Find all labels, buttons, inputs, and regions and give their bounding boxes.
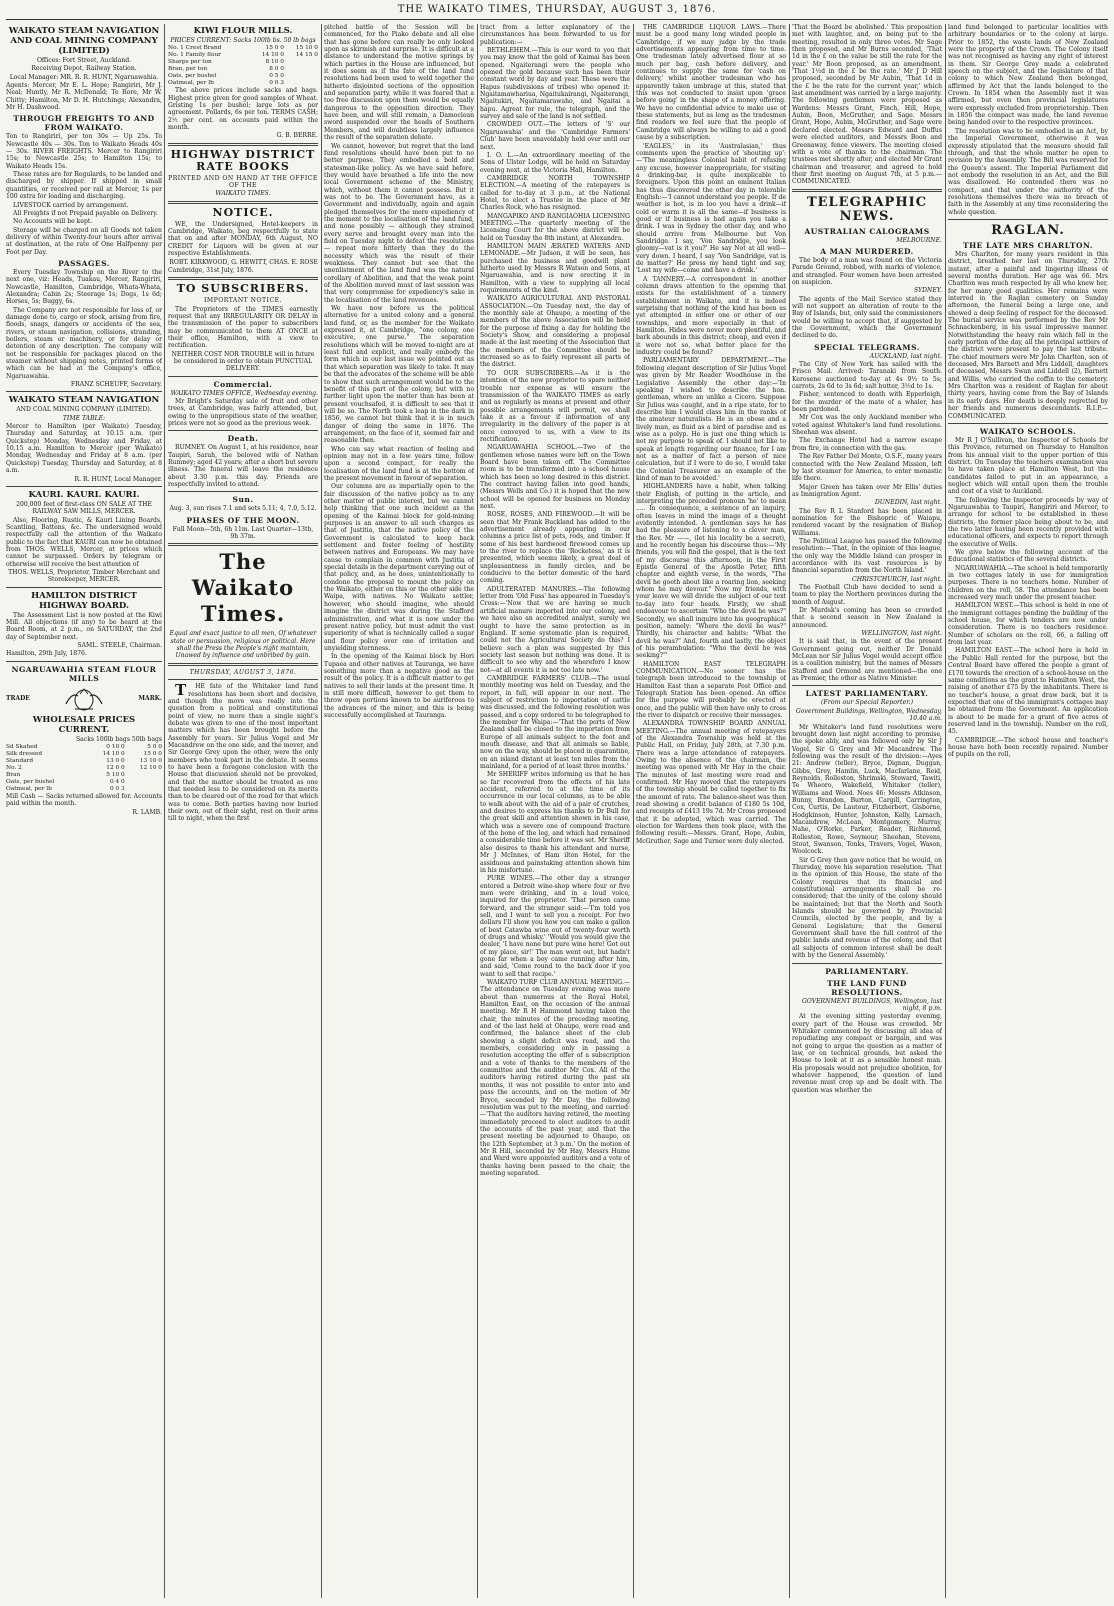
dateline: WELLINGTON, last night.: [861, 630, 942, 638]
price-row: [168, 80, 318, 87]
price-row: [168, 59, 318, 66]
steam-nav-agents: Agents: Mercer, Mr E. L. Hope; Rangiriri, Mr J. Neal; Huntly, Mr R. McDonald; Te Rore, Mr W. Chitty; Hamilton, Mr D. H. Hutchings; Alexandra, Mr H. Dashwood.: [6, 82, 162, 112]
murder-heading: A MAN MURDERED.: [820, 246, 914, 256]
telegram-text: The Rev R L Stanford has been placed in nomination for the Bishopric of Waiapu, rendered vacant by the resignation of Bishop Williams.: [792, 507, 942, 537]
hdh-signature: SAML. STEELE, Chairman.: [77, 642, 162, 649]
schools-text: HAMILTON WEST.—This school is held in one of the immigrant cottages pending the building of the school house, for which tenders are now under consideration. There is no teachers residence. Number of scholars on the roll, 66, a falling off from last year.: [948, 602, 1108, 647]
divider: [168, 543, 318, 546]
price-value: 15 0 0: [265, 45, 284, 52]
price-value: 12 0 0: [106, 765, 125, 772]
column-5: [636, 24, 786, 1598]
subscribers-text: The Proprietors of the TIMES earnestly request that any IRREGULARITY OR DELAY in the transmission of the paper to subscribers may be communicated to them AT ONCE at their office, Hamilton, with a view to rectification.: [168, 305, 318, 350]
commercial-dateline: WAIKATO TIMES OFFICE, Wednesday evening.: [170, 389, 318, 397]
wholesale-columns: Sacks 100lb bags 50lb bags: [76, 735, 162, 743]
parliamentary-sub: (From our Special Reporter.): [820, 699, 914, 707]
price-value: 13 0 0: [106, 758, 125, 765]
price-value: [284, 66, 318, 73]
moon-heading: PHASES OF THE MOON.: [186, 515, 300, 525]
kauri-heading: KAURI. KAURI. KAURI.: [28, 489, 140, 500]
price-item: No. 1 Family flour: [168, 52, 221, 59]
crest-icon: [60, 686, 108, 712]
freight-heading: THROUGH FREIGHTS TO AND FROM WAIKATO.: [13, 114, 155, 133]
kiwi-mills-heading: KIWI FLOUR MILLS.: [193, 26, 293, 36]
news-item: NGARUAWAHIA SCHOOL.—Two of the gentlemen whose names were left on the Town Board have been taken off. The Committee room is to be transformed into a school house which has been so long desired in this district. The contract having fallen into good hands, (Messrs Wells and Co.) it is hoped that the new school will be opened for business on Monday next.: [480, 444, 630, 510]
editorial-text: THE fate of the Whitaker land fund resolutions has been short and decisive, and though the move was really into the question from a political and constitutional point of view, no more than a single night's debate was given to one of the most important matters which has been brought before the Assembly for years. Sir Julius Vogel and Mr Macandrew on the one side, and the mover, and Sir George Grey upon the other, were the only members who took part in the debate. It seems to have been a foregone conclusion with the House that discussion should not be provoked, and that the matter should be treated as one that needed less to be considered on its merits than to be cleared out of the road for that which was to come. Both parties having now buried their own, out of their sight, rest on their arms till to night, when the first: [168, 681, 318, 823]
price-item: Oatmeal, per lb: [6, 786, 52, 793]
newspaper-flag: The Waikato Times.: [191, 549, 295, 627]
news-item: TO OUR SUBSCRIBERS.—As it is the intention of the new proprietor to spare neither trouble nor expense as will ensure the transmission of the WAIKATO TIMES as early and as regularly as means at present and other possible arrangements will permit, we shall take it as a favour if information of any irregularity in the delivery of the paper is at once conveyed to us, with a view to its rectification.: [480, 369, 630, 443]
notice-heading: NOTICE.: [212, 205, 274, 219]
editorial-text: Who can say what reaction of feeling and opinion may not in a few years time, follow upon a second compact, for really the localisation of the land fund is at the bottom of the present movement in favour of separation.: [324, 445, 474, 482]
hdh-heading: HAMILTON DISTRICT HIGHWAY BOARD.: [31, 590, 137, 611]
price-item: Oatmeal, per lb: [168, 80, 214, 87]
murder-text: The body of a man was found on the Victoria Parade Ground, robbed, with marks of violence, and strangled. Four women have been arrested on suspicion.: [792, 256, 942, 286]
schools-text: Mr R J O'Sullivan, the Inspector of Schools for this Province, returned on Thursday to Hamilton from his annual visit to the upper portion of this district. On Tuesday the teachers examination was to have taken place at Hamilton West, but the candidates failed to put in an appearance, a neglect which will entail upon them the trouble and cost of a visit to Auckland.: [948, 436, 1108, 496]
divider: [168, 491, 318, 492]
news-item: MANGAPIKO AND RANGIAOHIA LICENSING MEETING.—The quarterly meeting of the Licensing Court for the above district will be held on Tuesday the 8th instant, at Alexandra.: [480, 212, 630, 242]
sun-heading: Sun.: [232, 495, 254, 505]
schools-text: HAMILTON EAST.—The school here is held in the Public Hall rented for the purpose, but the Central Board have offered the people a grant of £170 towards the erection of a school-house on the same conditions as the grant to Hamilton West, the raising of another £75 by the inhabitants. There is no teacher's house, a great draw back, but it is expected that one of the immigrant's cottages may be obtained from the Government. An application is about to be made for a grant of five acres of reserved land in the township. Number on the roll, 45.: [948, 647, 1108, 736]
trademark-mark-label: MARK.: [138, 695, 162, 703]
timetable-signature: R. R. HUNT, Local Manager.: [74, 475, 162, 483]
special-telegrams-heading: SPECIAL TELEGRAMS.: [814, 342, 920, 352]
telegram-text: The Political League has passed the following resolution:—'That, in the opinion of this league, the only way the Middle Island can prosper in accordance with its vast resources is by financial separation from the North Island.': [792, 537, 942, 575]
price-row: [6, 772, 162, 779]
price-value: 8 10 0: [265, 59, 284, 66]
price-value: 15 0 0: [143, 751, 162, 758]
price-item: Bran, per ton: [168, 66, 208, 73]
price-value: [125, 786, 162, 793]
kiwi-signature: G. B. BERRE.: [276, 132, 318, 140]
editorial-text: Our columns are as impartially open to the fair discussion of the native policy as to any other matter of public interest, but we cannot help thinking that one such incident as the opening of the Kaimai block for gold-mining purposes is an answer to all such charges as that of Justitia, that the native policy of the Government is calculated to keep back settlement and foster feeling of hostility between natives and Europeans. We may have cause to complain in common with Justitia of special details in the department carrying out of that policy, and, as he does, unintentionally to condone the proposal to mount the policy on the Waikato, either on this or the other side the Waipa, with natives. No Waikato settler, however, who should imagine, who should imagine the district was during the Stafford administration, and what it is now under the present native policy, but must admit the vast superiority of what is technically called a sugar and flour policy over one of irritation and unyielding sternness.: [324, 483, 474, 652]
commercial-text: Mr Bright's Saturday sale of fruit and other trees, at Cambridge, was fairly attended, but, owing to the unpropitious state of the weather, prices were not so good as the previous week.: [168, 397, 318, 427]
telegram-text: The Rev Father Del Monte, O.S.F., many years connected with the New Zealand Mission, left by last steamer for America, to enter monastic life there.: [792, 453, 942, 483]
news-item: HAMILTON MAIN ÆRATED WATERS AND LEMONADE.—Mr Judson, it will be seen, has purchased the business and goodwill plant hitherto used by Messrs R Watson and Sons, at Ngaruawahia, and is now erecting it in Hamilton, with a view to supplying all local requirements of the kind.: [480, 242, 630, 295]
news-item: PARLIAMENTARY DEPARTMENT.—The following elegant description of Sir Julius Vogel was given by Mr Reader Woodhouse in the Legislative Assembly the other day:—'In speaking I wished to describe the hon. gentleman, where an unlike a Cicero. Suppose Sir Julius was caught, and in a ripe state, for to describe him I would class him in the ranks of the amateur naturalists. He is an obese and a lively man, as fluid as a bird of paradise and as wise as a polyp. He is just one thing which is not my purpose to speak of. I should not like to speak at length regarding our finance, for I am not as a matter of fact a person of nice calculation, but if I were to do so, I would take the Colonial Treasurer as an example of the kind of man to be avoided.': [636, 357, 786, 482]
price-value: 14 10 0: [102, 751, 125, 758]
highway-paper: WAIKATO TIMES.: [215, 190, 271, 198]
steam-nav-manager: Local Manager: MR. R. R. HUNT, Ngaruawahia.: [9, 73, 159, 81]
freight-text: Ton to Rangiriri, per ton 30s — Up 25s. To Newcastle 40s — 30s. Ton to Waikato Heads 40s — 30s. RIVER FREIGHTS. Mercer to Rangiriri 15s; to Newcastle 25s; to Hamilton 15s; to Waikato Heads 15s.: [6, 133, 162, 170]
land-fund-text: land fund belonged to particular localities with arbitrary boundaries or to the colony at large. Prior to 1852, the waste lands of New Zealand were the property of the Crown. The Colony itself was not recognised as having any right of interest in them. Sir George Grey made a celebrated speech on the subject, and the legislature of that colony to which New Zealand then belonged, affirmed by Act that the lands belonged to the Crown. In 1854 when the Assembly met it was affirmed, but even then provincial legislatures were expressly excluded from proprietorship. Then in 1856 the compact was made, the land revenue being handed over to the respective provinces.: [948, 24, 1108, 127]
price-value: 0 0 3: [109, 786, 125, 793]
steam-nav-office: Offices: Fort Street, Auckland.: [36, 57, 132, 64]
highway-heading: HIGHWAY DISTRICT RATE BOOKS: [170, 147, 316, 173]
divider: [6, 587, 162, 588]
price-item: No. 2: [6, 765, 22, 772]
meeting-report-text: 'That the Board be abolished.' This proposition met with laughter, and, on being put to the meeting, resulted in only three votes. Mr Sage then proposed, and Mr Burns seconded, 'That 1d in the £ on the value be still the rate for the year.' Mr Boon proposed, as an amendment, 'That 1½d in the £ be the rate.' Mr J D Hill proposed, seconded by Mr Aubin, 'That 1d in the £ be the rate for the current year,' which last amendment was carried by a large majority. The following gentlemen were proposed as Wardens: Messrs Grant, Finch, Hill, Hope, Aubin, Boon, McGruther, and Sage. Messrs Grant, Hope, Aubin, McGruther, and Sage were declared elected. Messrs Edward and Duffus were elected auditors, and Messrs Boon and Greenaway, fence viewers. The meeting closed with a vote of thanks to the chairman. The trustees met shortly after, and elected Mr Grant chairman and treasurer, and agreed to hold their first meeting on August 7th, at 5 p.m.—COMMUNICATED.: [792, 24, 942, 186]
divider: [792, 189, 942, 192]
divider: [948, 219, 1108, 220]
trademark-trade-label: TRADE: [6, 695, 30, 703]
raglan-text: Mrs Charlton, for many years resident in this district, breathed her last on Thursday, 27th instant, after a painful and lingering illness of several months duration. Her age was 66. Mrs Charlton was much respected by all who knew her, for her many good qualities. Her remains were interred in the Raglan cemetery on Sunday afternoon, the funeral being a large one, and showed a deep feeling of respect for the deceased. The burial service was performed by the Rev Mr Schnackenberg, in his usual impressive manner. Notwithstanding the heavy rain which fell in the early portion of the day, all the principal settlers of the district were present to pay the last tribute. The chief mourners were Mr John Charlton, son of deceased, Mrs Barnett and Mrs Liddell, daughters of deceased, Messrs Swan and Liddell (2), Barnett and Willis, who carried the coffin to the cemetery. Mrs Charlton was a resident of Raglan for about thirty years, having come from the Bay of Islands in its early days. Her death is deeply regretted by her friends and numerous descendants. R.I.P.—COMMUNICATED.: [948, 250, 1108, 420]
issue-date: THURSDAY, AUGUST 3, 1876.: [189, 668, 297, 676]
subscribers-sub: IMPORTANT NOTICE.: [203, 297, 283, 305]
price-row: [168, 52, 318, 59]
telegram-text: Dr Murdsk's coming has been so crowded that a second season in New Zealand is announced.: [792, 607, 942, 629]
price-row: [168, 45, 318, 52]
news-item: CAMBRIDGE FARMERS' CLUB.—The usual monthly meeting was held on Tuesday, and the report, in full, will appear in our next. The subject of restriction to importation of cattle was discussed, and the following resolution was passed, and a copy ordered to be telegraphed to the member for Waipa:—'That the ports of New Zealand shall be closed to the importation from Europe of all animals subject to the foot and mouth disease, and that all animals so liable, now on the way, should be placed in quarantine, on an island distant at least ten miles from the mainland, for a period of at least three months.': [480, 674, 630, 771]
divider: [168, 430, 318, 431]
divider: [792, 963, 942, 964]
editorial-text: pitched battle of the Session will be commenced, for the Piako debate and all else that has gone before can really be only looked upon as skirmish and surprise. It is difficult at a distance to understand the motive springs by which parties in the House are influenced, but it does seem as if the fate of the land fund resolutions had been used to weld together the hitherto disjointed sections of the opposition and separation party, while it was feared that a too free discussion upon them would be equally dangerous to the opposition direction. They have been, and will still remain, a Damoclean sword suspended over the heads of Southern Members, and will doubtless largely influence the result of the separation debate.: [324, 24, 474, 142]
steam-nav-ad-title: WAIKATO STEAM NAVIGATION AND COAL MINING COMPANY (LIMITED): [8, 26, 160, 56]
subscribers-footer: NEITHER COST NOR TROUBLE will in future be considered in order to obtain PUNCTUAL DELIVERY.: [171, 350, 315, 373]
price-value: 0 5 0: [269, 73, 284, 80]
column-6: [792, 24, 942, 1598]
steam-nav-depot: Receiving Depot, Railway Station.: [31, 65, 137, 73]
prepay-text: All Freights if not Prepaid payable on Delivery.: [13, 209, 158, 217]
news-item: CAMBRIDGE NORTH TOWNSHIP ELECTION.—A meeting of the ratepayers is called for to-day at 3 p.m., at the National Hotel, to elect a Trustee in the place of Mr Charles Rock, who has resigned.: [480, 174, 630, 212]
price-row: [6, 758, 162, 765]
notice-text: WE, the Undersigned, Hotel-keepers in Cambridge, Waikato, beg respectfully to state that on and after MONDAY, 6th August, NO CREDIT for Liquors will be given at our respective Establishments.: [168, 220, 318, 258]
news-item: A TANNERY.—A correspondent in another column draws attention to the opening that exists for the establishment of a tannery establishment in Waikato, and it is indeed surprising that nothing of the kind has been as yet attempted in either one or other of our townships, and more especially in that of Hamilton. Hides were never more plentiful, and bark abounds in this district; cheap, and even if it were not so, what better place for the industry could be found?: [636, 275, 786, 357]
column-rule: [789, 24, 790, 1598]
price-value: [284, 73, 318, 80]
telegram-text: Mr Cox was the only Auckland member who voted against Whitaker's land fund resolutions. Sheehan was absent.: [792, 414, 942, 437]
news-item: I. O. L.—An extraordinary meeting of the Sons of Ulster Lodge, will be held on Saturday evening next, at the Victoria Hall, Hamilton.: [480, 151, 630, 174]
australian-heading: AUSTRALIAN CALOGRAMS: [804, 226, 930, 236]
wholesale-signature: R. LAMB.: [132, 808, 162, 816]
parliamentary-text: Sir G Grey then gave notice that he would, on Thursday, move his separation resolution. 'That in the opinion of this House, the state of the Colony requires that its financial and constitutional arrangements shall be re-considered; that the unity of the colony should be maintained; but that the North and South Islands should be governed by Provincial Councils, elected by the people, and by a General Legislature; that the General Government shall have the full control of the public lands and revenue of the colony, and that all subjects of common interest shall be dealt with by the General Assembly.': [792, 856, 942, 960]
wholesale-footer: Mill Cash — Sacks returned allowed for. Accounts paid within the month.: [6, 793, 162, 808]
editorial-letter: BETHLEHEM.—This is our word to you that you may know that the gold of Kaimai has been opened. Ngaiterangi were the people who opened the gold because such has been their constant word by day and year. These were the Hapus (subdivisions of tribes) who opened it: Ngaitamawhariua, Ngaitukairangi, Ngaiterangi, Ngaitukiri, Ngaitamarawaho, and Ngaitai a hapu. Agreat for rule, the telegraph, and the survey and sale of the land is not settled.: [480, 47, 630, 121]
divider: [6, 391, 162, 392]
divider: [168, 143, 318, 146]
death-text: RUMNEY. On August 1, at his residence, near Taupiri, Sarah, the beloved wife of Nathan Rumney; aged 42 years; after a short but severe illness. The funeral will leave the residence about 3.30 p.m. this day. Friends are respectfully invited to attend.: [168, 444, 318, 489]
sun-text: Aug. 3, sun rises 7.1 and sets 5.11; 4, 7.0, 5.12.: [169, 505, 317, 513]
price-value: 14 15 0: [295, 52, 318, 59]
telegram-text: Fisher, sentenced to death with Epperleigh, for the murder of the mate of a whaler, has been pardoned.: [792, 391, 942, 414]
divider: [6, 661, 162, 662]
dateline: CHRISTCHURCH, last night.: [852, 575, 942, 583]
telegram-text: It is said that, in the event of the present Government going out, neither Dr Donald McLean nor Sir Julius Vogel would accept office in a coalition ministry, but the names of Messrs Stafford and Ormond are mentioned—the one as Premier, the other as Native Minister.: [792, 638, 942, 683]
news-item: HIGHLANDERS have a habit, when talking their English, of putting in the article, and interpreting the preceded pronoun 'he' to mean ..... In consequence, a sentence of an inquiry, often leaves in mind the image of a thought evidently intended. A gentleman says he has had the pleasure of listening to a clever man, the Rev. Mr ——, (let his locality be a secret), and he recently began his discourse thus:—'My friends, you will find the gospel, that is the text of my discourse this afternoon, in the First Epistle General of the Apostle Peter, fifth chapter and eighth verse, in the words, "The devil he goeth about like a roaring lion, seeking whom he may devour." Now my friends, with your leave we will divide the subject of our text to-day into four heads. Firstly, we shall endeavour to ascertain "Who the devil he was?" Secondly, we shall inquire into his geographical position, namely: "Where the devil he was?" Thirdly, his character and habits: "What the devil he was?" And, fourth and lastly, the object of his perambulation: "Who the devil he was seeking?"': [636, 483, 786, 660]
news-item: PURE WINES.—The other day a stranger entered a Detroit wine-shop where four or five men were drinking, and in a loud voice, inquired for the proprietor. 'That person came forward, and the stranger said:—'I'm told you sell, and I want to sell you a receipt. For two dollars I'll show you how you can make a gallon of best Catawba wine out of twenty-four worth of drugs and whisky.' 'Would you would give the dealer, 'I have none but pure wine here! Got out of my place, sir!' The man went out, but hadn't gone far when a boy came running after him, and said, 'Come round to the back door if you want to sell that recipe.': [480, 875, 630, 978]
land-fund-text: At the evening sitting yesterday evening, every part of the House was crowded. Mr Whitaker commenced by discussing all idea of repudiating any compact or bargain, and was not going to argue the question as a matter of law, or on technical grounds, but asked the House to look at it as a sensible honest man. His proposals would not prejudice abolition, for whatever happened, the question of land revenue must crop up and be dealt with. The question was whether the: [792, 1013, 942, 1094]
dateline: GOVERNMENT BUILDINGS, Wellington, last night, 8 p.m.: [801, 997, 942, 1012]
schools-text: CAMBRIDGE.—The school house and teacher's house have both been recently repaired. Number of pupils on the roll,: [948, 736, 1108, 759]
divider: [792, 685, 942, 686]
notice-signatures: ROBT. KIRKWOOD, G. HEWITT, CHAS. E. ROSE: [169, 258, 318, 266]
storage-text: Storage will be charged on all Goods not taken delivery of within Twenty-four hours after arrival at destination, at the rate of One Halfpenny per Foot per Day.: [6, 226, 162, 256]
moon-text: Full Moon—5th, 6h 11m. Last Quarter—13th, 9h 37m.: [172, 525, 314, 541]
parliamentary-heading: PARLIAMENTARY.: [825, 966, 909, 976]
divider: [168, 679, 318, 680]
hdh-date: Hamilton, 29th July, 1876.: [6, 650, 87, 658]
price-value: [125, 779, 162, 786]
divider: [168, 201, 318, 204]
price-item: Oats, per bushel: [168, 73, 217, 80]
price-value: [284, 59, 318, 66]
notice-date: Cambridge, 31st July, 1876.: [168, 266, 254, 274]
death-heading: Death.: [227, 434, 259, 444]
price-value: 8 0 0: [269, 66, 284, 73]
newspaper-motto: Equal and exact justice to all men, Of whatever state or persuasion, religious or political. Here shall the Press the People's right maintain, Unawed by influence and unbribed by gain.: [169, 630, 317, 660]
divider: [168, 376, 318, 377]
raglan-sub: THE LATE MRS CHARLTON.: [962, 240, 1094, 250]
price-value: [284, 80, 318, 87]
dateline: DUNEDIN, last night.: [874, 499, 942, 507]
column-3: [324, 24, 474, 1598]
trademark-block: [6, 686, 162, 712]
dateline: AUCKLAND, last night.: [869, 352, 942, 360]
latest-parliamentary-heading: LATEST PARLIAMENTARY.: [805, 689, 929, 699]
highway-text: PRINTED AND ON HAND AT THE OFFICE OF THE: [168, 174, 318, 190]
price-row: [6, 786, 162, 793]
column-1: [6, 24, 162, 1598]
price-item: Silk dressed: [6, 751, 43, 758]
column-2: [168, 24, 318, 1598]
land-fund-text: The resolution was to be embodied in an Act, by the Imperial Government, otherwise it was expressly stipulated that the measure should fall through, and that the whole matter be open to revision by the Assembly. The Bill was reserved for the Queen's assent. The Imperial Parliament did not embody the resolution in an Act, and the Bill was disallowed. He contended there was no compact, and that under the authority of the resolutions themselves there was no breach of faith in the Assembly at any time reconsidering the whole question.: [948, 127, 1108, 216]
news-item: ROSE, ROSES, AND FIREWOOD.—It will be seen that Mr Frank Buckland has added to the advertisement already appearing in our columns a price list of pets, rods, and timber. If some of his best hardwood firewood comes up to the river to replace the 'Rocketess,' as it is presented, which seems likely, a great deal of unpleasantness in family circles, and be conducive to the better domestic of the hard coming.: [480, 511, 630, 585]
divider: [168, 277, 318, 280]
editorial-text: We cannot, however, but regret that the land fund resolutions should have been put to no better purpose. They embodied a bold and statesman-like policy. As we have said before, they would have breathed a life into the new local Government scheme of the Ministry, which, without them it cannot possess. But it was not to be. The Government have, as a Government and individually, again and again pledged themselves for the mere expediency of the moment to the localisation of the land fund, and none possibly — although they strained every nerve and brought every man into the field on Tuesday night to defeat the resolutions — repeat more bitterly than they do the necessity which was the result of their weakness. They cannot but see that the unenlistment of the land fund was the natural corollary of Abolition, and that the weak point of the Abolition moved must of last session was that very compromise for expediency's sake in the localisation of the land revenues.: [324, 142, 474, 304]
timetable-text: Mercer to Hamilton (per Waikato) Tuesday, Thursday and Saturday, at 10.15 a.m. (per Quickstep) Monday, Wednesday and Friday, at 10.15 a.m. Hamilton to Mercer (per Waikato) Monday, Wednesday and Friday at 8 a.m. (per Quickstep) Tuesday, Thursday and Saturday, at 8 a.m.: [6, 423, 162, 475]
company-signature: FRANZ SCHEUFF, Secretary.: [70, 381, 162, 389]
price-value: 13 10 0: [139, 758, 162, 765]
dateline: Government Buildings, Wellington, Wednesday, 10.40 a.m.: [795, 707, 942, 723]
price-row: [6, 744, 162, 751]
news-item: HAMILTON EAST TELEGRAPH COMMUNICATION.—No sooner has the telegraph been introduced to the township of Hamilton East than a separate Post Office and Telegraph Station has been opened. An office for the purpose will probably be erected at once, and the public will then have only to cross the river to dispatch or receive their messages.: [636, 660, 786, 719]
local-news-items: [636, 24, 786, 845]
schools-text: NGARUAWAHIA.—The school is held temporarily in two cottages lately in use for immigration purposes. There is no teachers home. Number of children on the roll, 58. The attendance has been increased very much under the present teacher.: [948, 564, 1108, 602]
telegram-text: The Exchange Hotel had a narrow escape from fire, in connection with the gas.: [792, 437, 942, 452]
editorial-text: We have now before us the political alternative for a united colony and a general land fund, or, as the member for the Waikato expressed it, at Cambridge, "one colony, one executive, one purse." The separation resolutions which will be moved to-night are at least full and explicit, and really embody the form which in our last issue we pointed out as that which separation was likely to take. It may be that the advocates of the scheme will be able to show that such arrangement would be to the benefit of this part of the colony, but with no further light upon the matter than has been at present vouchsafed, it is difficult to see that it will be so. The North took a leap in the dark in 1856, we cannot but think that it is in much danger of doing the same in 1876. The arrangement, on the face of it, seemed fair and reasonable then.: [324, 305, 474, 445]
news-item: CROWDED OUT.—The letters of 'S' our Ngaruawahia' and the 'Cambridge Farmers' Club' have been unavoidably held over until our next.: [480, 121, 630, 151]
price-item: Standard: [6, 758, 34, 765]
price-value: 14 10 0: [261, 52, 284, 59]
column-rule: [321, 24, 322, 1598]
subscribers-heading: TO SUBSCRIBERS.: [176, 282, 310, 296]
column-rule: [477, 24, 478, 1598]
hdh-text: The Assessment List is now posted at the Kiwi Mill. All objections (if any) to be heard at the Board Room, at 2 p.m., on SATURDAY, the 2nd day of September next.: [6, 611, 162, 641]
price-item: Sharps per ton: [168, 59, 212, 66]
column-rule: [945, 24, 946, 1598]
commercial-heading: Commercial.: [213, 379, 273, 389]
price-value: 5 0 0: [147, 744, 162, 751]
schools-text: We give below the following account of the Educational statistics of the several districts.: [948, 549, 1108, 564]
page-masthead: THE WAIKATO TIMES, THURSDAY, AUGUST 3, 1876.: [397, 4, 717, 15]
news-item: ALEXANDRA TOWNSHIP BOARD ANNUAL MEETING.—The annual meeting of ratepayers of the Alexandra Township was held at the Public Hall, on Friday, July 28th, at 7.30 p.m. There was a large attendance of ratepayers. Owing to the absence of the chairman, the meeting was opened with Mr Hay in the chair. The minutes of last meeting were read and confirmed. Mr Hay moved that the ratepayers of the township should be called together to fix the amount of rate. The balance-sheet was then read showing a credit balance of £180 5s 10d, and receipts of £413 19s 7d. Mr Cross proposed that it be adopted, which was carried. The election for Wardens then took place, with the following result:—Messrs. Grant, Hope, Aubin, McGruther, Sage and Turner were duly elected.: [636, 720, 786, 845]
passages-text: Every Tuesday Township on the River to the next one, viz: Heads, Tuakau, Mercer, Rangiriri, Newcastle, Hamilton, Cambridge, Whata-Whata, Alexandra; Cabin 2s; Steerage 1s; Dogs, 1s 6d; Horses, 5s; Buggy, 6s.: [6, 268, 162, 306]
price-value: [125, 772, 162, 779]
kauri-sub: 200,000 feet of first-class ON SALE AT THE RAILWAY SAW MILLS, MERCER.: [16, 500, 152, 516]
flour-mills-heading: NGARUAWAHIA STEAM FLOUR MILLS: [11, 664, 157, 683]
sydney-text: The agents of the Mail Service stated they will not support an alteration of route to the Bay of Islands, but, only said the commissioners would be willing to accept that, if suggested by the Government, which the Government declined to do.: [792, 295, 942, 340]
telegraphic-news-heading: TELEGRAPHIC NEWS.: [806, 194, 928, 224]
editorial-text: tract from a letter explanatory of the circumstances has been forwarded to us for publication:—: [480, 24, 630, 46]
news-item: WAIKATO AGRICULTURAL AND PASTORAL ASSOCIATION.—On Tuesday next, the day of the monthly sale at Ohaupo, a meeting of the members of the above Association will be held for the purpose of fixing a day for holding the Society's Show, and considering a proposal made at the last meeting of the Association that the members of the Committee should be increased so as to fairly represent all parts of the district.: [480, 295, 630, 369]
price-value: 0 4 0: [109, 779, 125, 786]
land-fund-heading: THE LAND FUND RESOLUTIONS.: [827, 978, 907, 997]
dateline: SYDNEY.: [913, 287, 942, 295]
news-item: WAIKATO TURF CLUB ANNUAL MEETING.—The attendance on Tuesday evening was more about than numerous at the Royal Hotel, Hamilton East, on the occasion of the annual meeting. Mr R H Hammond having taken the chair, the minutes of the preceding meeting, and of the last held at Ohaupo, were read and confirmed, the balance sheet of the club showing a slight deficit was read, and the members, considering only in passing a resolution accepting the offer of a subscription and a vote of thanks to the members of the committee and the auditor Mr Cox. All of the auditors having retired during the past six months, it was not possible to enter into and pass the accounts, and on the motion of Mr Bryce, seconded by Mr Day, the following resolution was put to the meeting, and carried:—'That the auditors having retired, the meeting immediately proceed to elect auditors to audit the accounts of the past year, and that the present meeting be adjourned to Ohaupo, on the 12th September, at 3 p.m.' On the motion of Mr R Hill, seconded by Mr Hay, Messrs Hume and Ward were appointed auditors and a vote of thanks having been passed to the chair, the meeting separated.: [480, 979, 630, 1177]
kauri-signature: THOS. WELLS, Proprietor, Timber Merchant and Storekeeper, MERCER.: [8, 568, 160, 584]
price-row: [6, 751, 162, 758]
steam-nav2-sub: AND COAL MINING COMPANY (LIMITED).: [16, 406, 152, 414]
column-4: [480, 24, 630, 1598]
price-item: Sd Skahed: [6, 744, 38, 751]
schools-heading: WAIKATO SCHOOLS.: [979, 426, 1077, 436]
company-text: The Company are not responsible for loss of, or damage done to, cargo or stock, arising from fire, floods, snags, dangers or accidents of the sea, rivers, or steam navigation, collisions, stranding, boilers, steam or machinery, or for delay or detention of any description. The company will not be responsible for packages placed on the steamer without shipping notes, printed forms of which can be had at the Company's office, Ngaruawahia.: [6, 306, 162, 380]
rates-text: These rates are for Regulards, to be landed and discharged by shipper. If shipped in small quantities, or received per rail at Mercer, 1s per 100 extra for loading and discharging.: [6, 171, 162, 201]
telegram-text: Major Green has taken over Mr Ellis' duties as Immigration Agent.: [792, 483, 942, 498]
column-rule: [633, 24, 634, 1598]
price-row: [6, 765, 162, 772]
divider: [948, 423, 1108, 424]
price-value: 0 10 0: [106, 744, 125, 751]
parliamentary-text: Mr Whitaker's land fund resolutions were brought down last night according to promise, the spoke ably, and was followed only by Sir J Vogel, Sir G Grey and Mr Macandrew. The following was the result of the division:—Ayes 21: Andrew (teller), Bryce, Dignan, Duggan, Gibbs, Grey, Hamlin, Luck, Macfarlane, Reid, Reynolds, Rolleston, Shrimski, Steward, Tawiti, Te Wheoro, Wakefield, Whitaker (teller), Williams and Wood. Noes 46: Messrs Atkinson, Bunny, Brandon, Burton, Cargill, Carrington, Cox, Curtis, De Lautour, Fitzherbert, Gisborne, Hodgkinson, Hunter, Johnston, Kelly, Larnach, Macandrew, McLean, Montgomery, Murray, Nahe, O'Rorke, Parker, Reader, Richmond, Rolleston, Rowe, Seymour, Sheehan, Stevens, Stout, Swanson, Tonks, Travers, Vogel, Wason, Woolcock.: [792, 723, 942, 856]
price-item: Bran: [6, 772, 21, 779]
price-row: [168, 73, 318, 80]
price-value: 12 10 0: [139, 765, 162, 772]
raglan-heading: RAGLAN.: [991, 222, 1065, 238]
column-7: [948, 24, 1108, 1598]
column-rule: [164, 24, 165, 1598]
price-item: No. 1 Crest Brand: [168, 45, 222, 52]
accounts-text: No Accounts will be kept.: [13, 218, 93, 226]
kauri-text: Also, Flooring, Rustic, & Kauri Lining Boards, Scantling, Battens, &c. The undersigned would respectfully call the attention of the Waikato public to the fact that KAURI can now be obtained from THOS. WELLS, Mercer, at prices which cannot be surpassed. Orders by telegram or otherwise will receive the best attention of: [6, 516, 162, 568]
timetable-label: TIME TABLE:: [62, 414, 106, 422]
masthead-rule: [6, 19, 1108, 20]
schools-text: The following the Inspector proceeds by way of Ngaruawahia to Taupiri, Rangiriri and Mercer, to arrange for school to be established in those districts, the former place being about to be, and the two latter having been recently provided with educational officers, and expects to report through the executive of Wells.: [948, 496, 1108, 548]
telegram-text: The Football Club have decided to send a team to play the Northern provinces during the month of August.: [792, 584, 942, 606]
price-value: 15 10 0: [295, 45, 318, 52]
telegram-text: The City of New York has sailed with the Frisco Mail. Arrived: Taranaki from South. Kerosene auctioned to-day at 4s 9½ to 5s; carrots, 2s 6d to 3s 6d; salt butter, 3½d to 1s.: [792, 361, 942, 391]
local-news-items: [480, 121, 630, 1177]
wholesale-price-table: [6, 744, 162, 793]
news-item: THE CAMBRIDGE LIQUOR LAWS.—There must be a good many long winded people in Cambridge, if we may judge by the trade advertisements appearing from time to time. One tradesman lately advertised flour at so much per bag, cash before delivery, and continues to supply the same for 'cash on delivery,' whilst another tradesman who has apparently taken umbrage at this, stated that this was not conducted to insist upon 'grace before going' in the shape of a money offering. We have no confidential advice to make use of these statements, but as long as the tradesmen find readers we feel sure that the people of Cambridge will always be willing to aid a good cause by a subscription.: [636, 24, 786, 142]
dateline: MELBOURNE.: [896, 236, 942, 244]
news-item: Mr SHERIFF writes informing us that he has so far recovered from the effects of his late accident, referred to at the time of its occurrence in our local columns, as to be able to walk about with the aid of a pair of crutches, and desires to express his thanks to Dr Bull for the great skill and attention shown in his case, which was a severe one of compound fracture of the bone of the leg, and which had remained a considerable time before it was set. Mr Sheriff also desires to thank his attendant and nurse, Mr J McInnes, of Ham ilton Hotel, for the assiduous and painstaking attention shown him in his misfortune.: [480, 771, 630, 874]
kiwi-mills-sub: PRICES CURRENT: Sacks 100lb bs. 50 lb bags: [170, 37, 316, 44]
divider: [168, 663, 318, 666]
price-row: [6, 779, 162, 786]
price-value: 0 0 3: [269, 80, 284, 87]
price-item: Oats, per bushel: [6, 779, 55, 786]
kiwi-note: The above prices include sacks and bags. Highest price given for good samples of Wheat. Gristing 1s per bushel; large lots as per agreement. Pollards, 6s per ton. TERMS CASH; 2½ per cent. on accounts paid within the month.: [168, 87, 318, 132]
passages-heading: PASSAGES.: [58, 258, 110, 268]
news-item: ADULTERATED MANURES.—The following letter from 'Old Fuss' has appeared in Tuesday's Cross:—'Now that we are having so much artificial manure imported into our colony, and we have also an accredited analyst, surely we ought to have the same protection as in England. If some systematic plan is required, could not the Agricultural Society do this? I believe such a plan was suggested by this society last season but nothing was done. It is difficult to see why and the wherefore I know not—at all events it is not too late now.': [480, 585, 630, 674]
wholesale-heading: WHOLESALE PRICES CURRENT.: [32, 714, 136, 735]
price-row: [168, 66, 318, 73]
price-value: 5 10 0: [106, 772, 125, 779]
livestock-text: LIVESTOCK carried by arrangement.: [13, 201, 129, 209]
editorial-text: In the opening of the Kaimai block by Hori Tupaea and other natives at Tauranga, we have something more than a negative good as the result of the policy. It is a difficult matter to get natives to sell their lands at the present time. It is still more difficult, however to get them to throw open portions known to be auriferous to the advances of the miner, and this is being successfully accomplished at Tauranga.: [324, 653, 474, 719]
divider: [6, 486, 162, 487]
kiwi-price-table: [168, 45, 318, 87]
news-item: 'EAGLES,' in its 'Australasian,' thus comments upon the practice of 'shouting up':—'The meaningless Colonial habit of refusing any excuse, however inappropriate, for visiting a drinking-bar, is quite inexplicable to foreigners. Upon this point an eminent Italian has thus discovered the other day in tolerable English:—'I cannot understand you people. If de weather is hot, is in loo you have a drink—if cold or warm it is all the same—if business is good or if business is bad again you take a drink. I was in Sydney the other day, and who should arrive from Melbourne but Von Sandridge. I say, 'Von Sandridge, you look gloomy—vat is it you?' He say Not at all well—very down. I heard, I say 'Von Sandridge, vat is de matter?' He press my hand tight and say, 'Lost my wife—come and have a drink.': [636, 142, 786, 275]
steam-nav2-title: WAIKATO STEAM NAVIGATION: [8, 395, 160, 406]
